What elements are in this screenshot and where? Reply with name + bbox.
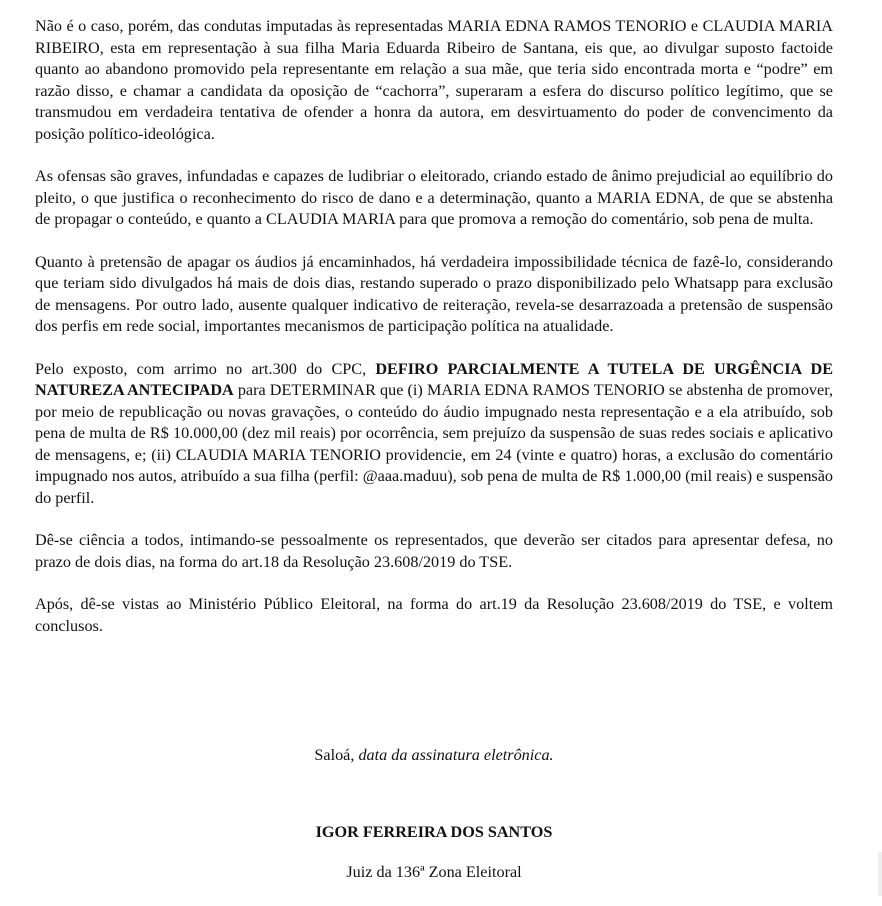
signature-date-note: data da assinatura eletrônica. <box>358 746 554 764</box>
paragraph-public-ministry: Após, dê-se vistas ao Ministério Público Eleitoral, na forma do art.19 da Resolução 23.608/2019 do TSE, e voltem conclusos. <box>35 595 833 635</box>
paragraph-decision <box>35 359 833 510</box>
place-name: Saloá, <box>314 746 355 764</box>
document-page <box>35 16 834 881</box>
place-date-line <box>35 745 833 766</box>
paragraph-notification: Dê-se ciência a todos, intimando-se pessoalmente os representados, que deverão ser citados para apresentar defesa, no prazo de dois dias, na forma do art.18 da Resolução 23.608/2019 do TSE. <box>35 531 833 571</box>
decision-details: para DETERMINAR que (i) MARIA EDNA RAMOS TENORIO se abstenha de promover, por meio de republicação ou novas gravações, o conteúdo do áudio impugnado nesta representação e a ela atribuído, sob pena de multa de R$ 10.000,00 (dez mil reais) por ocorrência, sem prejuízo da suspensão de suas redes sociais e aplicativo de mensagens, e; (ii) CLAUDIA MARIA TENORIO providencie, em 24 (vinte e quatro) horas, a exclusão do comentário impugnado nos autos, atribuído a sua filha (perfil: @aaa.maduu), sob pena de multa de R$ 1.000,00 (mil reais) e suspensão do perfil. <box>35 381 834 507</box>
decision-bold-ruling: DEFIRO PARCIALMENTE A TUTELA DE URGÊNCIA DE NATUREZA ANTECIPADA <box>35 359 833 399</box>
signer-role: Juiz da 136ª Zona Eleitoral <box>346 863 522 881</box>
paragraph-conduct-analysis: Não é o caso, porém, das condutas imputadas às representadas MARIA EDNA RAMOS TENORIO e CLAUDIA MARIA RIBEIRO, esta em representação à sua filha Maria Eduarda Ribeiro de Santana, eis que, ao divulgar suposto factoide quanto ao abandono promovido pela representante em relação a sua mãe, que teria sido encontrada morta e “podre” em razão disso, e chamar a candidata da oposição de “cachorra”, superaram a esfera do discurso político legítimo, que se transmudou em verdadeira tentativa de ofender a honra da autora, em desvirtuamento do poder de convencimento da posição político-ideológica. <box>35 17 833 143</box>
decision-intro: Pelo exposto, com arrimo no art.300 do CPC, <box>35 359 376 378</box>
signer-name: IGOR FERREIRA DOS SANTOS <box>315 823 553 841</box>
paragraph-offenses: As ofensas são graves, infundadas e capazes de ludibriar o eleitorado, criando estado de ânimo prejudicial ao equilíbrio do pleito, o que justifica o reconhecimento do risco de dano e a determinação, quanto a MARIA EDNA, de que se abstenha de propagar o conteúdo, e quanto a CLAUDIA MARIA para que promova a remoção do comentário, sob pena de multa. <box>35 167 833 228</box>
page-edge-shadow <box>878 852 882 896</box>
paragraph-audio-removal: Quanto à pretensão de apagar os áudios já encaminhados, há verdadeira impossibilidade técnica de fazê-lo, considerando que teriam sido divulgados há mais de dois dias, restando superado o prazo disponibilizado pelo Whatsapp para exclusão de mensagens. Por outro lado, ausente qualquer indicativo de reiteração, revela-se desarrazoada a pretensão de suspensão dos perfis em rede social, importantes mecanismos de participação política na atualidade. <box>35 252 833 335</box>
